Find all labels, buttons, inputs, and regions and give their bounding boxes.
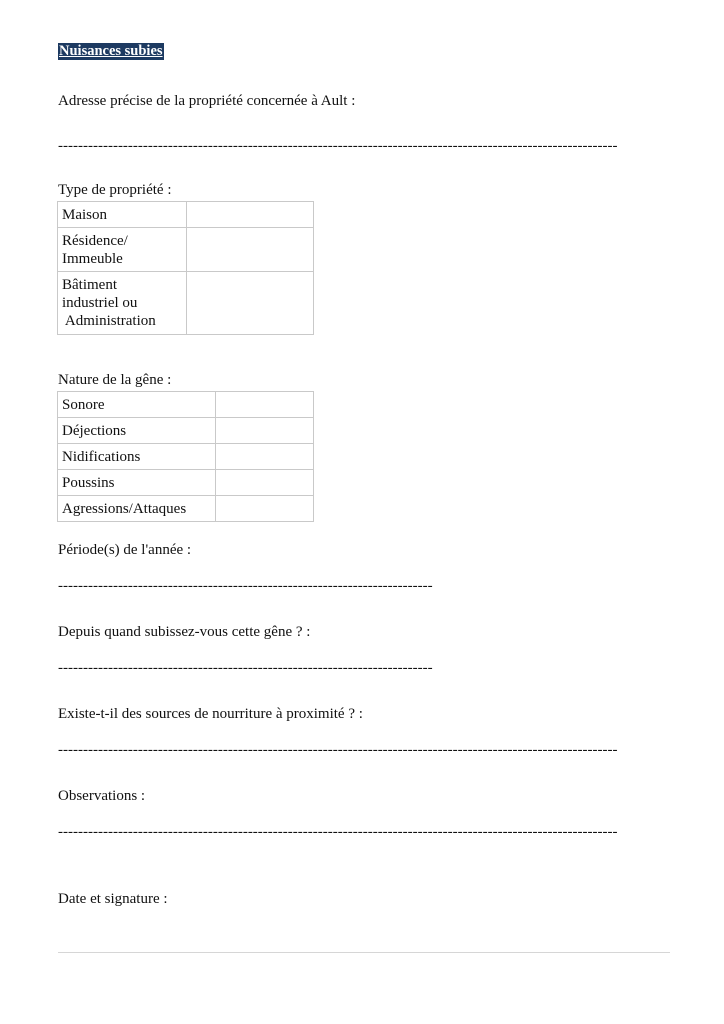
property-type-option: Résidence/ Immeuble	[58, 228, 187, 272]
since-label: Depuis quand subissez-vous cette gêne ? :	[58, 624, 311, 640]
period-label: Période(s) de l'année :	[58, 542, 192, 558]
property-type-checkbox-cell[interactable]	[186, 202, 313, 228]
nuisance-checkbox-cell[interactable]	[215, 444, 313, 470]
table-row	[58, 272, 314, 335]
nuisance-checkbox-cell[interactable]	[215, 392, 313, 418]
table-row	[58, 418, 314, 444]
address-label: Adresse précise de la propriété concernée à Ault :	[58, 93, 356, 109]
property-type-checkbox-cell[interactable]	[186, 272, 313, 335]
nuisance-table	[57, 391, 314, 522]
signature-line[interactable]	[58, 952, 670, 953]
table-row	[58, 228, 314, 272]
table-row	[58, 202, 314, 228]
food-answer-line[interactable]: ----------------------------------------------------------------------------------------------------------------	[58, 742, 618, 758]
period-answer-line[interactable]: ---------------------------------------------------------------------------	[58, 578, 433, 594]
table-row	[58, 496, 314, 522]
nuisance-checkbox-cell[interactable]	[215, 470, 313, 496]
property-type-option: Bâtiment industriel ou Administration	[58, 272, 187, 335]
nuisance-option: Nidifications	[58, 444, 216, 470]
section-title: Nuisances subies	[59, 43, 163, 59]
address-answer-line[interactable]: ----------------------------------------------------------------------------------------------------------------	[58, 138, 618, 154]
signature-label: Date et signature :	[58, 891, 168, 907]
property-type-option: Maison	[58, 202, 187, 228]
nuisance-checkbox-cell[interactable]	[215, 418, 313, 444]
food-label: Existe-t-il des sources de nourriture à proximité ? :	[58, 706, 363, 722]
nuisance-label: Nature de la gêne :	[58, 372, 172, 388]
nuisance-checkbox-cell[interactable]	[215, 496, 313, 522]
nuisance-option: Poussins	[58, 470, 216, 496]
observations-label: Observations :	[58, 788, 146, 804]
table-row	[58, 470, 314, 496]
table-row	[58, 444, 314, 470]
nuisance-option: Déjections	[58, 418, 216, 444]
nuisance-option: Agressions/Attaques	[58, 496, 216, 522]
observations-answer-line[interactable]: ----------------------------------------------------------------------------------------------------------------	[58, 824, 618, 840]
since-answer-line[interactable]: ---------------------------------------------------------------------------	[58, 660, 433, 676]
table-row	[58, 392, 314, 418]
property-type-checkbox-cell[interactable]	[186, 228, 313, 272]
property-type-label: Type de propriété :	[58, 182, 172, 198]
nuisance-option: Sonore	[58, 392, 216, 418]
property-type-table	[57, 201, 314, 335]
